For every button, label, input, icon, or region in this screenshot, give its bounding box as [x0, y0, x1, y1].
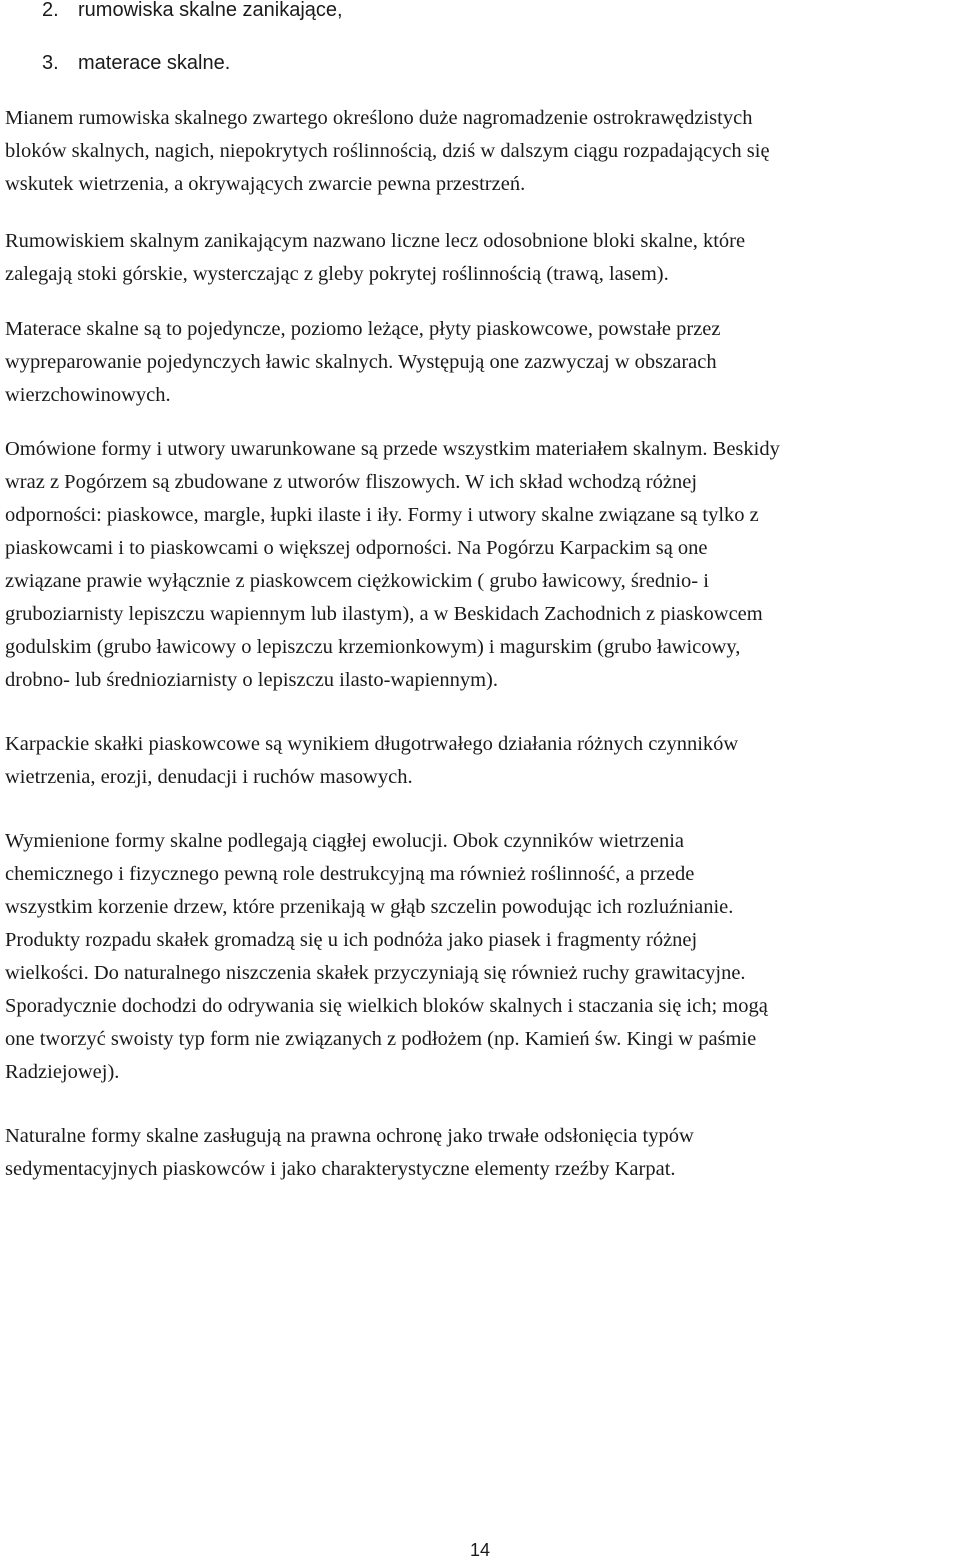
text-line: Mianem rumowiska skalnego zwartego określono duże nagromadzenie ostrokrawędzistych [5, 107, 753, 129]
text-line: wielkości. Do naturalnego niszczenia skałek przyczyniają się również ruchy grawitacyjne. [5, 962, 746, 984]
text-line: Sporadycznie dochodzi do odrywania się wielkich bloków skalnych i staczania się ich; mogą [5, 995, 768, 1017]
paragraph-ewolucja-form [5, 825, 955, 1089]
text-line: Omówione formy i utwory uwarunkowane są przede wszystkim materiałem skalnym. Beskidy [5, 438, 780, 460]
text-line: Produkty rozpadu skałek gromadzą się u ich podnóża jako piasek i fragmenty różnej [5, 929, 698, 951]
text-line: Materace skalne są to pojedyncze, poziomo leżące, płyty piaskowcowe, powstałe przez [5, 318, 721, 340]
list-item-number: 3. [42, 52, 59, 74]
text-line: Karpackie skałki piaskowcowe są wynikiem długotrwałego działania różnych czynników [5, 733, 739, 755]
text-line: wskutek wietrzenia, a okrywających zwarcie pewna przestrzeń. [5, 173, 526, 195]
text-line: wietrzenia, erozji, denudacji i ruchów masowych. [5, 766, 413, 788]
text-line: drobno- lub średnioziarnisty o lepiszczu ilasto-wapiennym). [5, 669, 499, 691]
paragraph-ochrona-form [5, 1120, 955, 1186]
paragraph-rumowisko-zanikajace [5, 225, 955, 291]
text-line: sedymentacyjnych piaskowców i jako charakterystyczne elementy rzeźby Karpat. [5, 1158, 676, 1180]
text-line: gruboziarnisty lepiszczu wapiennym lub ilastym), a w Beskidach Zachodnich z piaskowcem [5, 603, 763, 625]
text-line: Radziejowej). [5, 1061, 120, 1083]
text-line: wypreparowanie pojedynczych ławic skalnych. Występują one zazwyczaj w obszarach [5, 351, 717, 373]
text-line: Wymienione formy skalne podlegają ciągłej ewolucji. Obok czynników wietrzenia [5, 830, 685, 852]
paragraph-formy-i-utwory [5, 433, 955, 697]
paragraph-materace-skalne [5, 313, 955, 412]
text-line: piaskowcami i to piaskowcami o większej odporności. Na Pogórzu Karpackim są one [5, 537, 708, 559]
text-line: odporności: piaskowce, margle, łupki ilaste i iły. Formy i utwory skalne związane są tylko z [5, 504, 759, 526]
text-line: wraz z Pogórzem są zbudowane z utworów fliszowych. W ich skład wchodzą różnej [5, 471, 698, 493]
paragraph-rumowisko-zwarte [5, 102, 955, 201]
list-item-number: 2. [42, 0, 59, 21]
list-item [42, 0, 343, 22]
text-line: zalegają stoki górskie, wysterczając z gleby pokrytej roślinnością (trawą, lasem). [5, 263, 669, 285]
text-line: wszystkim korzenie drzew, które przenikają w głąb szczelin powodując ich rozluźnianie. [5, 896, 734, 918]
text-line: chemicznego i fizycznego pewną role destrukcyjną ma również roślinność, a przede [5, 863, 695, 885]
text-line: wierzchowinowych. [5, 384, 171, 406]
list-item [42, 52, 230, 75]
text-line: godulskim (grubo ławicowy o lepiszczu krzemionkowym) i magurskim (grubo ławicowy, [5, 636, 741, 658]
list-item-text: materace skalne. [78, 52, 231, 74]
text-line: Naturalne formy skalne zasługują na prawna ochronę jako trwałe odsłonięcia typów [5, 1125, 694, 1147]
text-line: one tworzyć swoisty typ form nie związanych z podłożem (np. Kamień św. Kingi w paśmie [5, 1028, 757, 1050]
list-item-text: rumowiska skalne zanikające, [78, 0, 343, 21]
text-line: związane prawie wyłącznie z piaskowcem ciężkowickim ( grubo ławicowy, średnio- i [5, 570, 709, 592]
page-number: 14 [469, 1540, 491, 1560]
paragraph-skalki-piaskowcowe [5, 728, 955, 794]
text-line: Rumowiskiem skalnym zanikającym nazwano liczne lecz odosobnione bloki skalne, które [5, 230, 746, 252]
text-line: bloków skalnych, nagich, niepokrytych roślinnością, dziś w dalszym ciągu rozpadających się [5, 140, 770, 162]
